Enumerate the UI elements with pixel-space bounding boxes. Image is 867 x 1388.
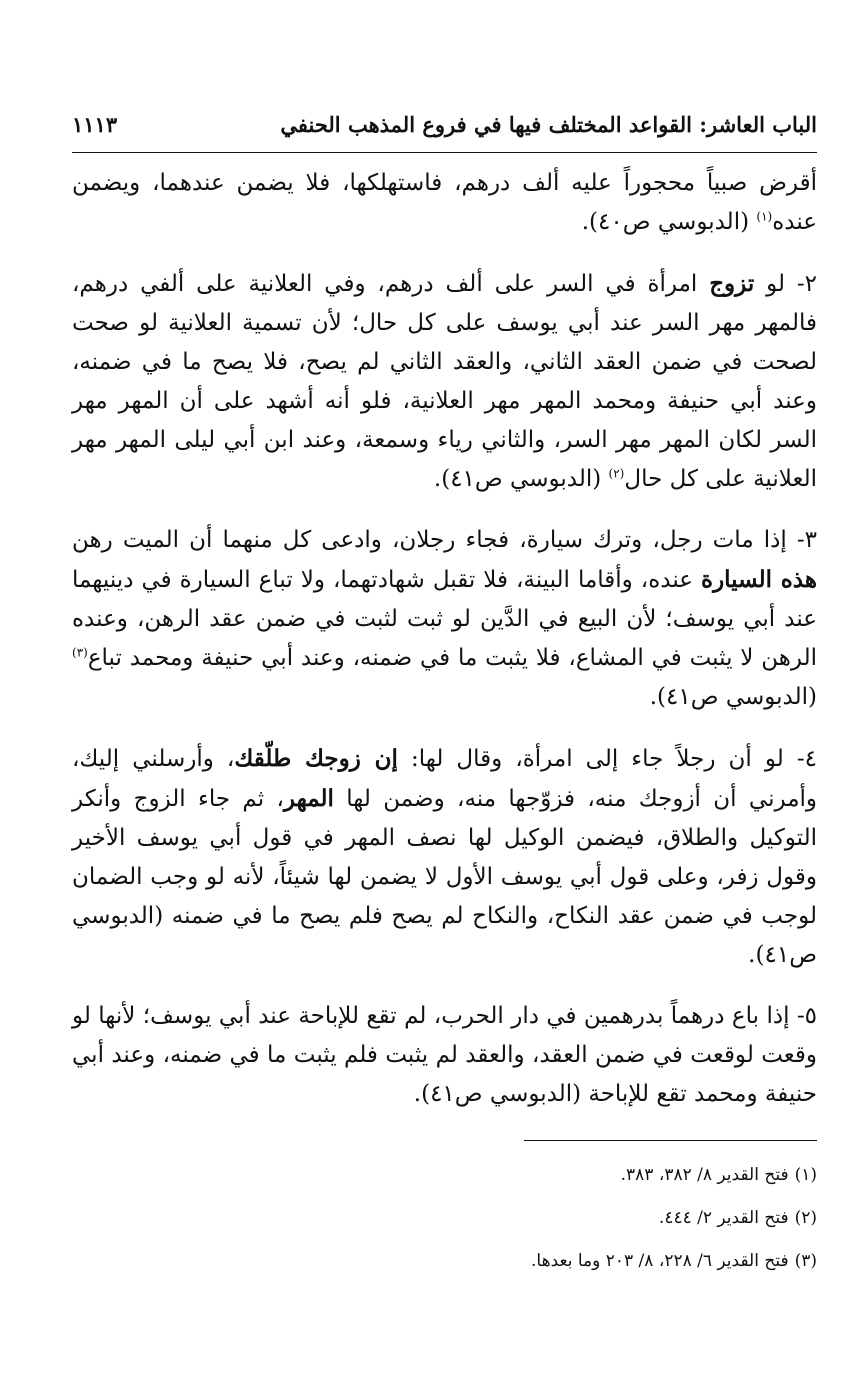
- paragraph-text: (الدبوسي ص٤١).: [649, 684, 817, 710]
- footnote-text: فتح القدير ٨/ ٣٨٢، ٣٨٣.: [620, 1165, 789, 1185]
- bold-phrase: تزوج: [709, 270, 755, 297]
- paragraph-text: ، وأرسلني إليك، وأمرني أن أزوجك منه، فزوّجها منه، وضمن لها: [72, 746, 818, 812]
- paragraph-text: (الدبوسي ص٤١).: [433, 466, 609, 492]
- bold-phrase: هذه السيارة: [701, 566, 817, 593]
- footnote-text: فتح القدير ٦/ ٢٢٨، ٨/ ٢٠٣ وما بعدها.: [531, 1251, 789, 1271]
- body-text: [72, 164, 817, 1136]
- footnote-1: [117, 1154, 817, 1197]
- paragraph-text: ٢- لو: [754, 271, 817, 297]
- paragraph-text: ٤- لو أن رجلاً جاء إلى امرأة، وقال لها:: [397, 746, 817, 772]
- paragraph-text: عنده، وأقاما البينة، فلا تقبل شهادتهما، ولا تباع السيارة في دينيهما عند أبي يوسف؛ لأن البيع في الدَّين لو ثبت لثبت في ضمن عقد الرهن، وعنده الرهن لا يثبت في المشاع، فلا يثبت ما في ضمنه، وعند أبي حنيفة ومحمد تباع: [72, 567, 817, 671]
- footnote-2: [117, 1197, 817, 1240]
- chapter-title: الباب العاشر: القواعد المختلف فيها في فروع المذهب الحنفي: [280, 112, 817, 137]
- paragraph-text: ٥- إذا باع درهماً بدرهمين في دار الحرب، لم تقع للإباحة عند أبي يوسف؛ لأنها لو وقعت لوقعت في ضمن العقد، والعقد لم يثبت فلم يثبت ما في ضمنه، وعند أبي حنيفة ومحمد تقع للإباحة (الدبوسي ص٤١).: [72, 1003, 817, 1107]
- bold-phrase: إن زوجك طلّقك: [234, 745, 398, 772]
- paragraph-5: [72, 997, 817, 1114]
- footnote-number: (٢): [794, 1208, 817, 1228]
- header-divider: [72, 152, 817, 153]
- footnote-number: (١): [794, 1165, 817, 1185]
- footnotes: [117, 1154, 817, 1283]
- bold-phrase: المهر: [283, 785, 334, 812]
- footnote-ref: (٣): [72, 645, 88, 660]
- page-number: ١١١٣: [72, 112, 118, 137]
- paragraph-text: (الدبوسي ص٤٠).: [581, 209, 757, 235]
- footnote-3: [117, 1240, 817, 1283]
- paragraph-text: امرأة في السر على ألف درهم، وفي العلانية على ألفي درهم، فالمهر مهر السر عند أبي يوسف على كل حال؛ لأن تسمية العلانية لو صحت لصحت في ضمن العقد الثاني، والعقد الثاني لم يصح، فلا يصح ما في ضمنه، وعند أبي حنيفة ومحمد المهر مهر العلانية، فلو أنه أشهد على أن المهر مهر السر لكان المهر مهر السر، والثاني رياء وسمعة، وعند ابن أبي ليلى المهر مهر العلانية على كل حال: [72, 271, 817, 492]
- footnote-divider: [524, 1140, 817, 1141]
- paragraph-3: [72, 521, 817, 717]
- paragraph-text: ٣- إذا مات رجل، وترك سيارة، فجاء رجلان، وادعى كل منهما أن الميت رهن: [72, 527, 817, 553]
- footnote-text: فتح القدير ٢/ ٤٤٤.: [658, 1208, 789, 1228]
- paragraph-2: [72, 264, 817, 499]
- paragraph-4: [72, 739, 817, 975]
- paragraph-1: [72, 164, 817, 242]
- footnote-ref: (١): [756, 209, 773, 224]
- footnote-number: (٣): [794, 1251, 817, 1271]
- paragraph-text: أقرض صبياً محجوراً عليه ألف درهم، فاستهلكها، فلا يضمن عندهما، ويضمن عنده: [72, 170, 817, 235]
- footnote-ref: (٢): [608, 466, 625, 481]
- paragraph-text: ، ثم جاء الزوج وأنكر التوكيل والطلاق، فيضمن الوكيل لها نصف المهر في قول أبي يوسف الأخير وقول زفر، وعلى قول أبي يوسف الأول لا يضمن لها شيئاً، لأنه لو وجب الضمان لوجب في ضمن عقد النكاح، والنكاح لم يصح فلم يصح ما في ضمنه (الدبوسي ص٤١).: [72, 786, 818, 968]
- running-header: [72, 112, 817, 146]
